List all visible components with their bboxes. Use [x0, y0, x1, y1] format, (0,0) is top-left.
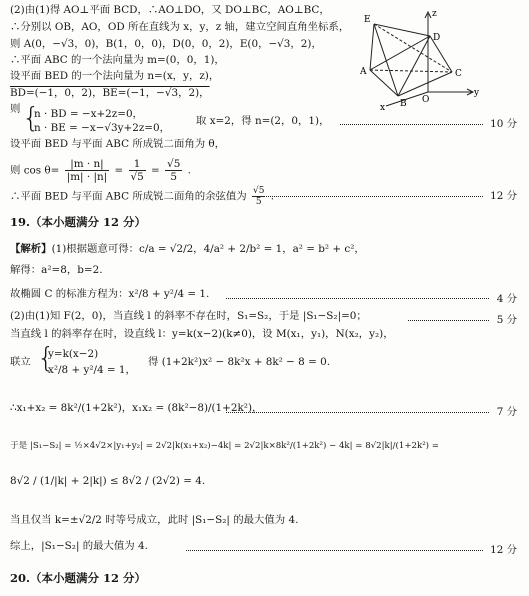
fraction: [165, 158, 182, 183]
score-label: 12 分: [490, 544, 517, 556]
leader-dots: [340, 124, 483, 125]
fraction-denominator: 5: [255, 197, 262, 207]
solution-line: 解得：a²=8，b=2.: [10, 264, 103, 276]
point-label: A: [360, 67, 367, 77]
system-eq-1: n · BD = −x+2z=0，: [34, 108, 143, 120]
period: .: [270, 190, 275, 203]
question-title: 20.（本小题满分 12 分）: [10, 571, 147, 585]
score-label: 5 分: [496, 314, 517, 326]
ellipse-equation: x²/8 + y²/4 = 1.: [128, 288, 210, 300]
fraction-numerator: |m · n|: [65, 158, 109, 171]
system-eq-1: y=k(x−2): [48, 348, 99, 360]
solution-line: ∴平面 ABC 的一个法向量为 m=(0，0，1)，: [10, 54, 225, 66]
solution-line: 则 A(0，−√3，0)，B(1，0，0)，D(0，0，2)，E(0，−√3，2)，: [10, 38, 322, 50]
step-intro: (1)根据题意可得：: [51, 243, 140, 255]
system-prefix: 则: [10, 103, 21, 115]
equals-sign: =: [114, 164, 124, 177]
solution-line: [10, 288, 209, 300]
fraction-denominator: |m| · |n|: [66, 171, 108, 183]
axis-label: x: [380, 103, 386, 110]
solution-line: ∴分别以 OB，AO，OD 所在直线为 x，y，z 轴，建立空间直角坐标系，: [10, 21, 350, 33]
conclusion-line: [10, 186, 274, 207]
leader-dots: [408, 320, 489, 321]
point-label: B: [400, 99, 407, 109]
equation-system: [10, 103, 20, 115]
score-label: 7 分: [496, 406, 517, 418]
edge-ea: [370, 24, 374, 70]
brace-icon: {: [37, 341, 55, 374]
conclusion-text: ∴平面 BED 与平面 ABC 所成锐二面角的余弦值为: [10, 190, 247, 203]
fraction-denominator: √5: [130, 171, 144, 183]
fraction: [129, 158, 146, 183]
fraction-denominator: 5: [170, 171, 177, 183]
axis-label: z: [432, 9, 437, 19]
vector-line: BD=(−1，0，2)，BE=(−1，−√3，2)，: [10, 87, 210, 99]
leader-dots: [186, 550, 483, 551]
cos-formula: [10, 158, 191, 183]
solution-line: ∴x₁+x₂ = 8k²/(1+2k²)，x₁x₂ = (8k²−8)/(1+2k²)，: [10, 402, 263, 414]
system-tail: 取 x=2，得 n=(2，0，1)，: [196, 115, 330, 127]
cos-lhs: 则 cos θ=: [10, 164, 60, 177]
point-label: E: [364, 15, 371, 25]
fraction-numerator: 1: [129, 158, 146, 171]
brace-icon: {: [22, 101, 40, 134]
fraction-numerator: √5: [167, 158, 181, 170]
equals-sign: =: [151, 164, 160, 177]
solution-line: 设平面 BED 与平面 ABC 所成锐二面角为 θ，: [10, 138, 226, 150]
score-label: 4 分: [496, 293, 517, 305]
solution-line: (2)由(1)得 AO⊥平面 BCD，∴AO⊥DO，又 DO⊥BC，AO⊥BC，: [10, 4, 330, 16]
edge-ec: [374, 24, 452, 72]
system-eq-2: n · BE = −x−√3y+2z=0，: [34, 122, 171, 134]
solution-line: 设平面 BED 的一个法向量为 n=(x，y，z)，: [10, 70, 220, 82]
axis-label: y: [474, 88, 480, 98]
solution-line: [10, 243, 365, 255]
solution-line: 当且仅当 k=±√2/2 时等号成立，此时 |S₁−S₂| 的最大值为 4.: [10, 514, 299, 526]
system-prefix: 联立: [10, 356, 31, 368]
point-label: O: [422, 95, 430, 105]
system-eq-2: x²/8 + y²/4 = 1，: [48, 364, 136, 376]
solution-line: 8√2 / (1/|k| + 2|k|) ≤ 8√2 / (2√2) = 4.: [10, 475, 206, 487]
solution-line: 于是 |S₁−S₂| = ½×4√2×|y₁+y₂| = 2√2|k(x₁+x₂)−4k| = 2√2|k×8k²/(1+2k²) − 4k| = 8√2|k|/(1+2k²) =: [10, 441, 439, 451]
score-label: 12 分: [490, 190, 517, 202]
solution-line: 当直线 l 的斜率存在时，设直线 l：y=k(x−2)(k≠0)，设 M(x₁，y₁)，N(x₂，y₂)，: [10, 328, 394, 340]
analysis-tag: 【解析】: [10, 243, 52, 255]
step-intro: 故椭圆 C 的标准方程为：: [10, 288, 129, 300]
step-equations: c/a = √2/2，4/a² + 2/b² = 1，a² = b² + c²，: [139, 243, 365, 255]
question-title: 19.（本小题满分 12 分）: [10, 215, 147, 229]
system-tail: 得 (1+2k²)x² − 8k²x + 8k² − 8 = 0.: [148, 356, 330, 368]
period: .: [187, 164, 191, 177]
point-label: C: [455, 69, 462, 79]
solution-line: 综上，|S₁−S₂| 的最大值为 4.: [10, 540, 148, 552]
point-label: D: [433, 33, 441, 43]
score-label: 10 分: [490, 118, 517, 130]
fraction-numerator: √5: [253, 186, 265, 196]
fraction: [65, 158, 109, 183]
solution-line: (2)由(1)知 F(2，0)，当直线 l 的斜率不存在时，S₁=S₂，于是 |S₁−S₂|=0；: [10, 310, 367, 322]
edge-ed: [374, 24, 430, 36]
leader-dots: [226, 298, 489, 299]
leader-dots: [262, 196, 483, 197]
geometry-figure: [360, 6, 526, 110]
leader-dots: [226, 412, 489, 413]
